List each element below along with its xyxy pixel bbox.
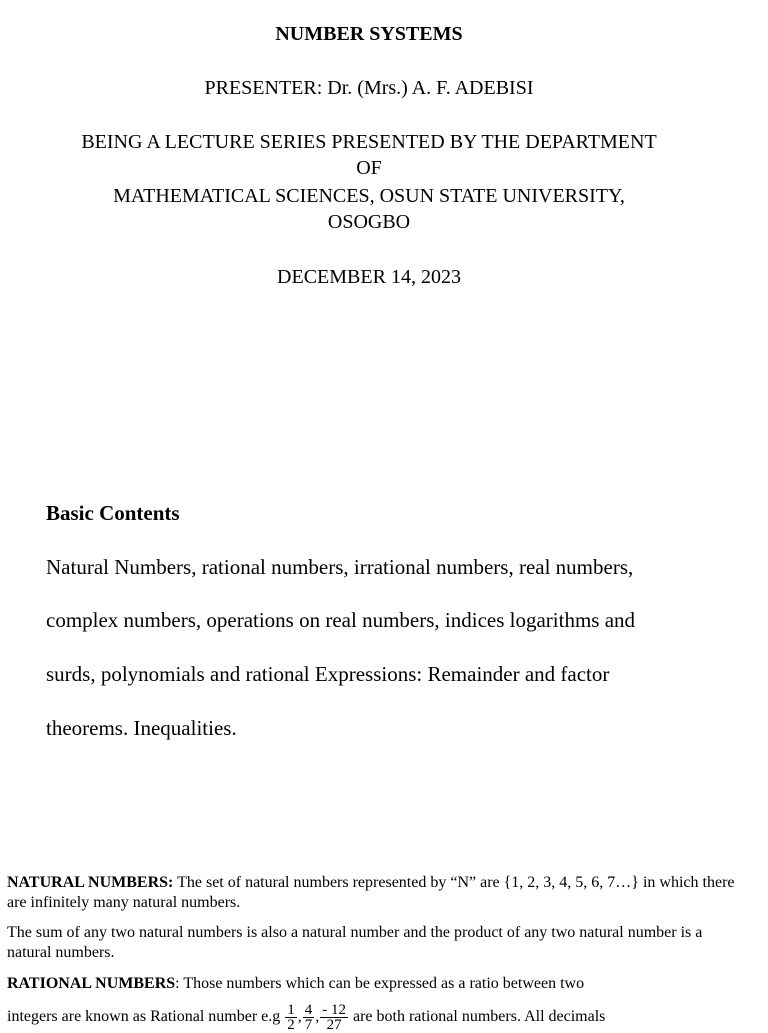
basic-contents-line: theorems. Inequalities. bbox=[46, 716, 237, 740]
lecture-series-line-2: OF bbox=[356, 157, 382, 179]
rational-numbers-examples-line: integers are known as Rational number e.g $\frac{1}{2}$ , $\frac{4}{7}$ , $\frac{- 12}{27}$ are both rational numbers. All decimals bbox=[7, 1002, 606, 1033]
natural-numbers-definition: The set of natural numbers represented by “N” are {1, 2, 3, 4, 5, 6, 7…} in which there are infinitely many natural numbers. bbox=[7, 874, 735, 911]
lecture-series-line-1: BEING A LECTURE SERIES PRESENTED BY THE DEPARTMENT bbox=[81, 131, 657, 153]
basic-contents-line: complex numbers, operations on real numbers, indices logarithms and bbox=[46, 608, 636, 632]
rational-numbers-definition: : Those numbers which can be expressed as a ratio between two bbox=[175, 975, 585, 992]
lecture-series-line-3: MATHEMATICAL SCIENCES, OSUN STATE UNIVERSITY, bbox=[113, 185, 625, 207]
fraction-numerator: - 12 bbox=[322, 1002, 346, 1018]
natural-numbers-paragraph bbox=[7, 873, 747, 913]
lecture-series-line-4: OSOGBO bbox=[327, 211, 411, 233]
basic-contents-line: surds, polynomials and rational Expressions: Remainder and factor bbox=[46, 662, 610, 686]
fraction-denominator: 7 bbox=[304, 1017, 313, 1033]
basic-contents-line: Natural Numbers, rational numbers, irrational numbers, real numbers, bbox=[46, 555, 634, 579]
lecture-date: DECEMBER 14, 2023 bbox=[277, 266, 461, 288]
basic-contents-heading: Basic Contents bbox=[46, 501, 180, 525]
rational-numbers-paragraph bbox=[7, 974, 747, 994]
presenter-line: PRESENTER: Dr. (Mrs.) A. F. ADEBISI bbox=[204, 77, 534, 99]
fraction-denominator: 2 bbox=[287, 1017, 295, 1033]
fraction-denominator: 27 bbox=[326, 1017, 342, 1033]
fraction-numerator: 4 bbox=[304, 1002, 313, 1018]
natural-numbers-closure-paragraph: The sum of any two natural numbers is also a natural number and the product of any two natural number is a natural numbers. bbox=[7, 924, 703, 961]
rational-numbers-example-intro: integers are known as Rational number e.g bbox=[7, 1008, 285, 1026]
fraction bbox=[303, 1003, 315, 1032]
natural-numbers-term: NATURAL NUMBERS: bbox=[7, 874, 174, 891]
fraction bbox=[320, 1003, 348, 1032]
fraction-numerator: 1 bbox=[287, 1002, 295, 1018]
fraction bbox=[285, 1003, 297, 1032]
document-title: NUMBER SYSTEMS bbox=[275, 23, 463, 45]
rational-numbers-example-outro: are both rational numbers. All decimals bbox=[349, 1008, 606, 1026]
rational-numbers-term: RATIONAL NUMBERS bbox=[7, 975, 176, 992]
